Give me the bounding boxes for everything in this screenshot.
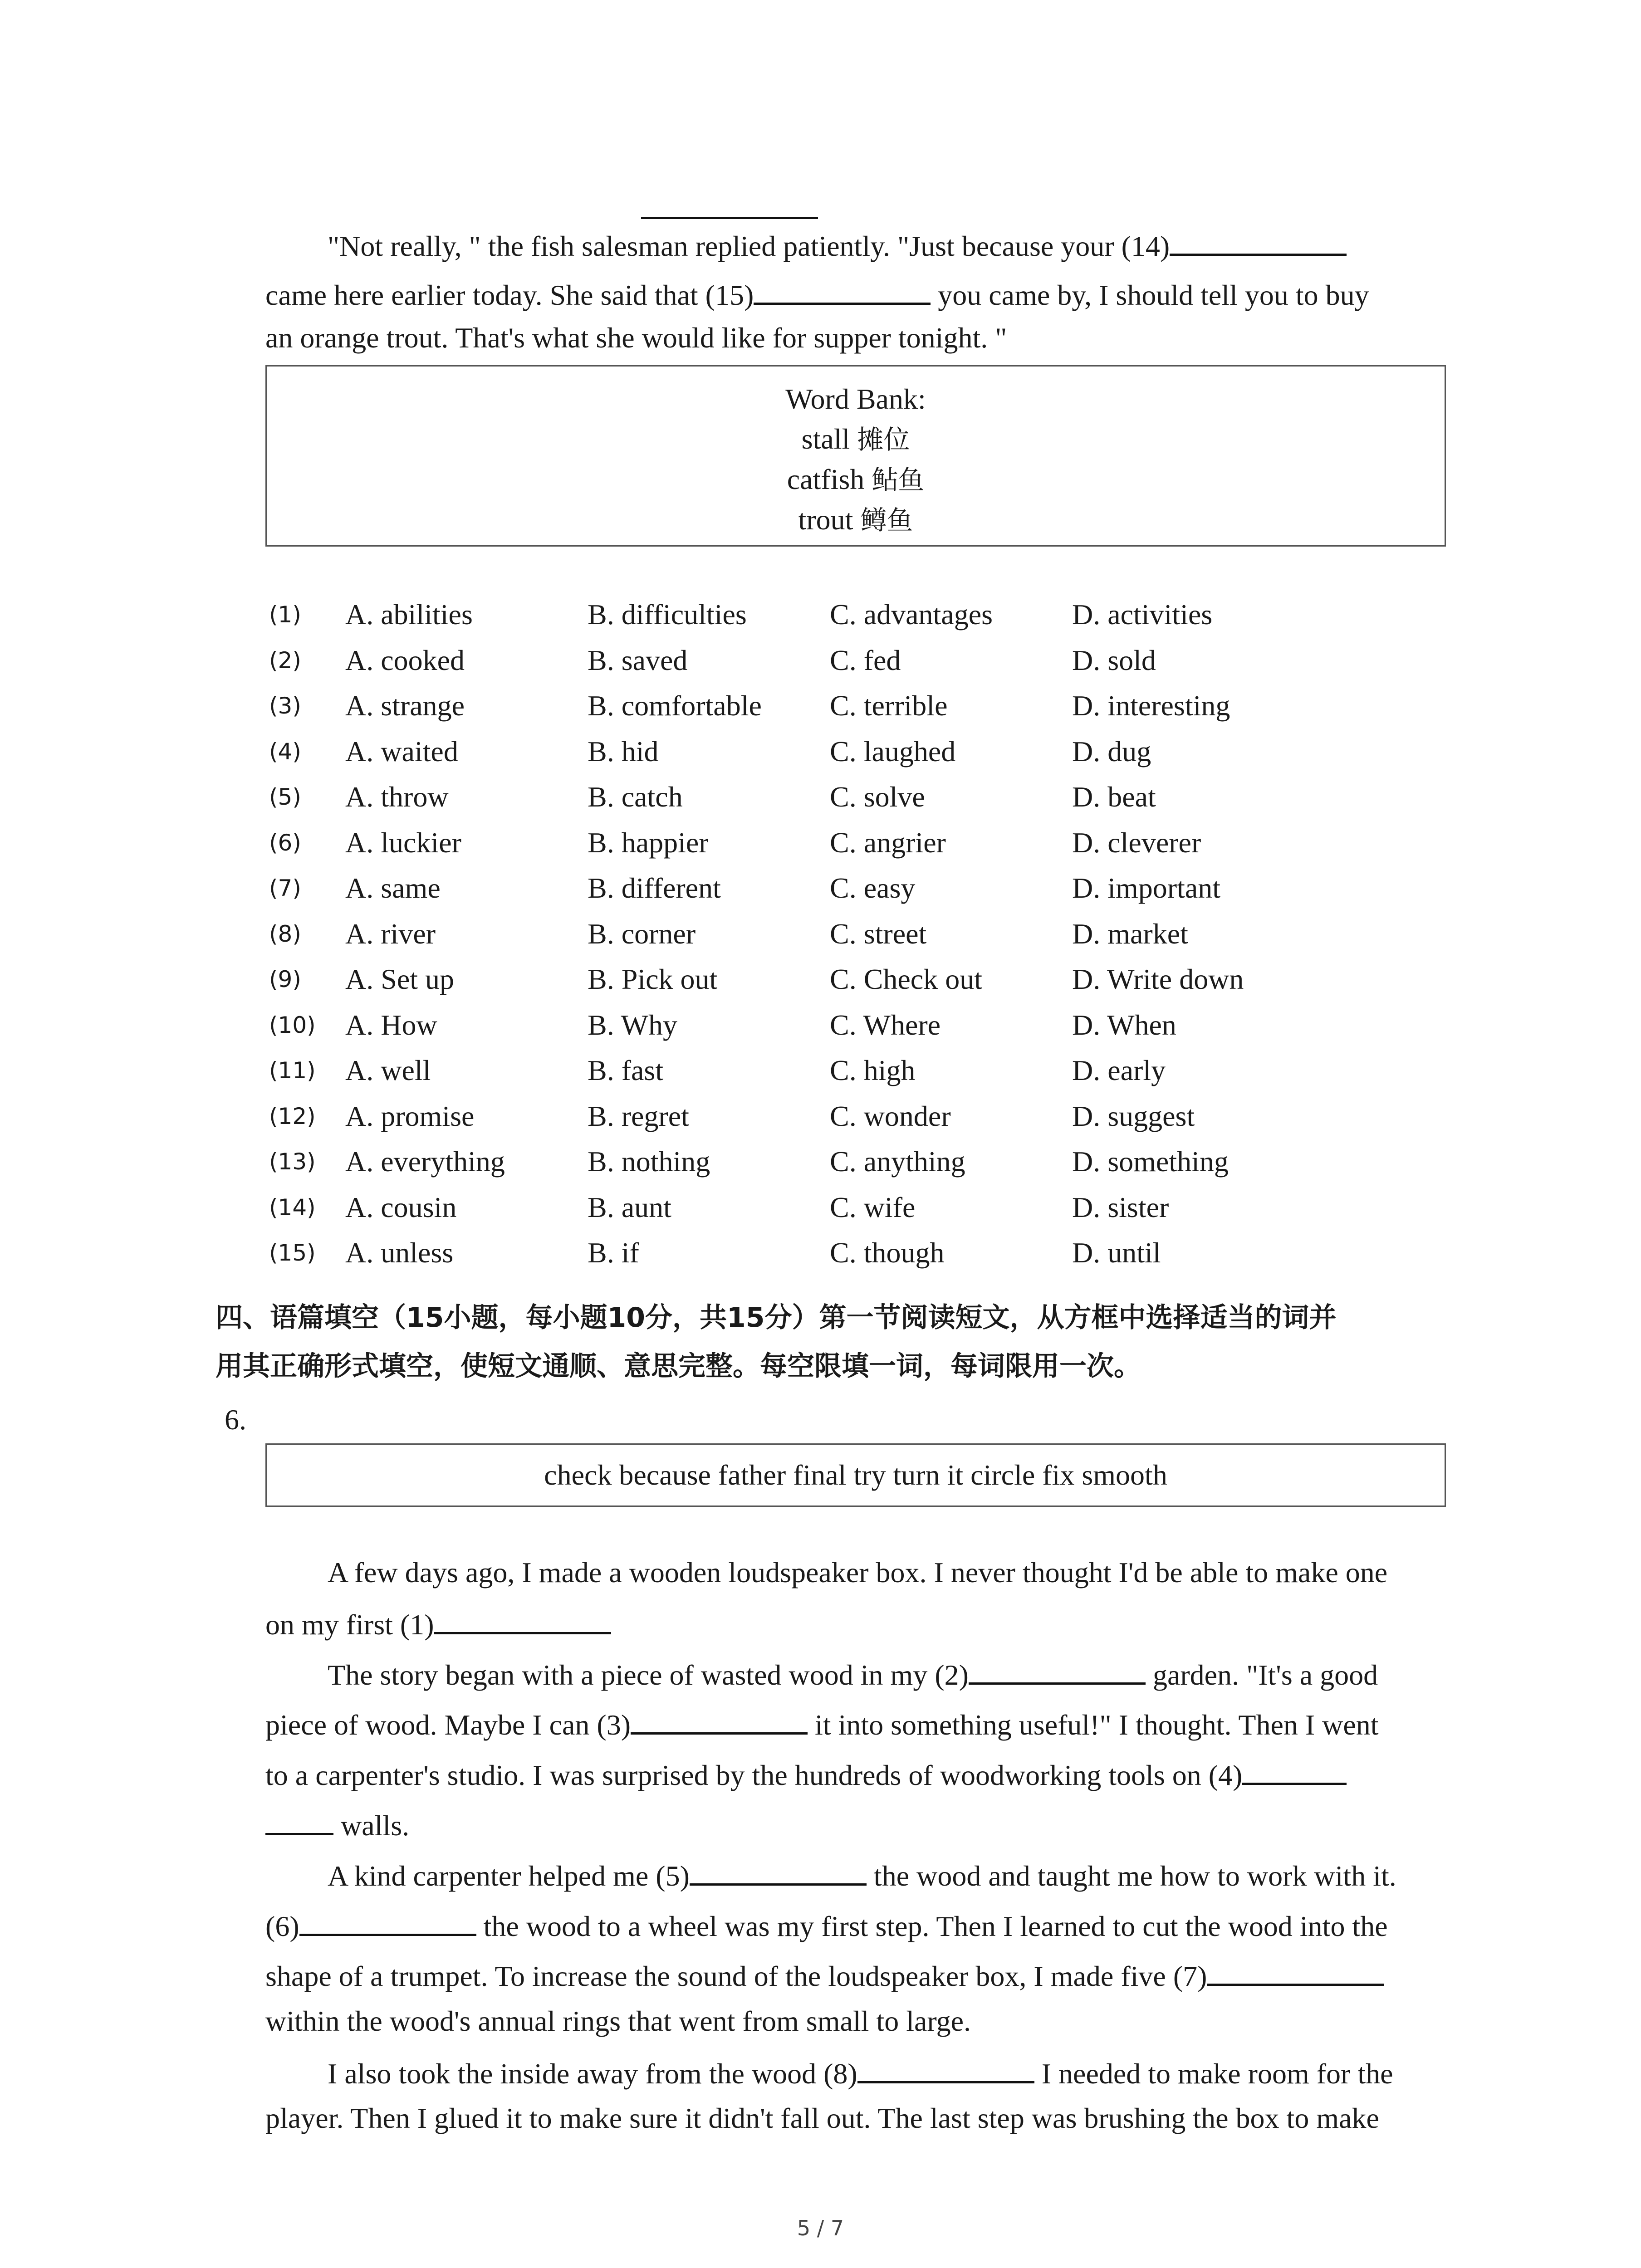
word-bank-chinese: 鳟鱼 (860, 505, 913, 536)
passage-line (328, 1554, 1507, 1591)
passage-text: on my first (1) (265, 1608, 434, 1641)
passage-text: (6) (265, 1910, 299, 1942)
option-row (265, 594, 1445, 635)
word-bank-item (267, 500, 1445, 540)
option-number: (15) (269, 1240, 316, 1266)
passage-text: The story began with a piece of wasted wood in my (2) (328, 1659, 969, 1691)
passage-line (328, 1855, 1507, 1894)
option-d: D. sold (1072, 644, 1156, 676)
passage-line (328, 2053, 1507, 2092)
option-c: C. easy (830, 872, 916, 904)
option-row (265, 1187, 1445, 1228)
answer-blank (754, 274, 931, 305)
answer-blank (434, 1604, 611, 1634)
option-number: (9) (269, 966, 301, 992)
option-a: A. promise (345, 1100, 475, 1132)
option-c: C. Check out (830, 963, 982, 995)
option-b: B. nothing (588, 1145, 710, 1178)
option-row (265, 914, 1445, 954)
option-c: C. fed (830, 644, 901, 676)
passage-text: it into something useful!" I thought. Then I went (808, 1709, 1379, 1741)
option-b: B. Pick out (588, 963, 718, 995)
option-number: (12) (269, 1103, 316, 1129)
passage-text: an orange trout. That's what she would like for supper tonight. " (265, 322, 1007, 354)
option-d: D. interesting (1072, 689, 1230, 722)
option-number: (4) (269, 738, 301, 765)
option-a: A. strange (345, 689, 465, 722)
passage-line (265, 1955, 1445, 1994)
option-a: A. throw (345, 781, 449, 813)
option-a: A. cousin (345, 1191, 457, 1223)
option-c: C. wife (830, 1191, 916, 1223)
word-bank-english: catfish (787, 463, 865, 495)
option-c: C. wonder (830, 1100, 951, 1132)
word-bank-chinese: 鲇鱼 (872, 464, 925, 495)
answer-blank (690, 1855, 867, 1886)
option-c: C. terrible (830, 689, 948, 722)
option-number: (13) (269, 1149, 316, 1175)
option-row (265, 822, 1445, 863)
option-c: C. high (830, 1054, 916, 1086)
answer-blank (631, 1704, 808, 1735)
option-b: B. if (588, 1237, 639, 1269)
option-a: A. abilities (345, 598, 473, 631)
option-number: (10) (269, 1012, 316, 1038)
option-b: B. saved (588, 644, 688, 676)
option-d: D. cleverer (1072, 826, 1201, 859)
passage-text: "Not really, " the fish salesman replied patiently. "Just because your (14) (328, 230, 1170, 262)
passage-text: within the wood's annual rings that went from small to large. (265, 2005, 971, 2037)
option-d: D. beat (1072, 781, 1156, 813)
option-b: B. aunt (588, 1191, 671, 1223)
option-c: C. solve (830, 781, 925, 813)
option-row (265, 731, 1445, 772)
option-c: C. street (830, 918, 927, 950)
option-c: C. anything (830, 1145, 965, 1178)
passage-text: walls. (333, 1809, 410, 1842)
passage-text: the wood and taught me how to work with it. (866, 1860, 1396, 1892)
option-a: A. cooked (345, 644, 465, 676)
passage-line (265, 1755, 1445, 1794)
option-b: B. happier (588, 826, 709, 859)
option-b: B. fast (588, 1054, 664, 1086)
passage-text: garden. "It's a good (1145, 1659, 1378, 1691)
answer-blank (265, 1805, 333, 1835)
section-heading: 用其正确形式填空，使短文通顺、意思完整。每空限填一词，每词限用一次。 (216, 1350, 1141, 1382)
passage-text: player. Then I glued it to make sure it didn't fall out. The last step was brushing the box to make (265, 2102, 1379, 2134)
option-d: D. dug (1072, 735, 1151, 767)
option-number: (3) (269, 693, 301, 719)
option-c: C. laughed (830, 735, 956, 767)
passage-line (265, 1805, 1445, 1844)
option-d: D. sister (1072, 1191, 1169, 1223)
option-row (265, 1141, 1445, 1182)
option-number: (7) (269, 875, 301, 901)
option-a: A. Set up (345, 963, 454, 995)
word-bank-title: Word Bank: (785, 383, 926, 415)
option-row (265, 1050, 1445, 1091)
option-d: D. When (1072, 1009, 1176, 1041)
answer-blank (1170, 225, 1347, 256)
section-heading: 四、语篇填空（15小题，每小题10分，共15分）第一节阅读短文，从方框中选择适当的词并 (216, 1302, 1337, 1334)
answer-blank (969, 1654, 1146, 1685)
option-b: B. difficulties (588, 598, 747, 631)
passage-text: A few days ago, I made a wooden loudspeaker box. I never thought I'd be able to make one (328, 1556, 1388, 1589)
passage-line (265, 1604, 1445, 1643)
passage-line (265, 2003, 1445, 2039)
option-d: D. something (1072, 1145, 1229, 1178)
passage-line (265, 2100, 1445, 2136)
option-b: B. different (588, 872, 721, 904)
option-number: (14) (269, 1194, 316, 1221)
word-bank-chinese: 摊位 (857, 424, 910, 455)
passage-line (265, 1704, 1445, 1743)
answer-blank (299, 1906, 476, 1936)
passage-text: the wood to a wheel was my first step. Then I learned to cut the wood into the (476, 1910, 1388, 1942)
passage-text: A kind carpenter helped me (5) (328, 1860, 690, 1892)
word-bank-english: trout (798, 503, 853, 536)
passage-text: to a carpenter's studio. I was surprised by the hundreds of woodworking tools on (4) (265, 1759, 1243, 1791)
option-b: B. Why (588, 1009, 677, 1041)
option-a: A. unless (345, 1237, 454, 1269)
word-bank-item (267, 419, 1445, 459)
word-bank-item (267, 459, 1445, 500)
passage-line (265, 274, 1445, 313)
passage-line (265, 1906, 1445, 1945)
passage-text: I needed to make room for the (1034, 2058, 1393, 2090)
option-a: A. everything (345, 1145, 505, 1178)
option-row (265, 1005, 1445, 1046)
option-row (265, 777, 1445, 817)
passage-line (265, 320, 1445, 356)
option-b: B. corner (588, 918, 696, 950)
passage-text: piece of wood. Maybe I can (3) (265, 1709, 631, 1741)
option-row (265, 1096, 1445, 1137)
word-bank-box (265, 365, 1446, 547)
option-row (265, 1232, 1445, 1273)
option-d: D. Write down (1072, 963, 1244, 995)
passage-line (328, 1654, 1507, 1693)
option-b: B. comfortable (588, 689, 762, 722)
option-d: D. early (1072, 1054, 1166, 1086)
option-number: (5) (269, 784, 301, 810)
option-row (265, 685, 1445, 726)
option-d: D. until (1072, 1237, 1161, 1269)
word-bank-english: stall (801, 423, 850, 455)
passage-text: I also took the inside away from the wood (8) (328, 2058, 857, 2090)
question-number: 6. (225, 1403, 246, 1436)
option-c: C. advantages (830, 598, 993, 631)
option-d: D. suggest (1072, 1100, 1195, 1132)
option-a: A. well (345, 1054, 431, 1086)
passage-text: came here earlier today. She said that (15) (265, 279, 754, 311)
answer-blank (857, 2053, 1034, 2083)
answer-blank (1207, 1955, 1384, 1986)
option-a: A. waited (345, 735, 458, 767)
passage-text: shape of a trumpet. To increase the sound of the loudspeaker box, I made five (7) (265, 1960, 1207, 1992)
option-number: (2) (269, 647, 301, 674)
answer-blank (1242, 1755, 1347, 1785)
passage-text: you came by, I should tell you to buy (931, 279, 1369, 311)
option-d: D. activities (1072, 598, 1213, 631)
option-number: (8) (269, 921, 301, 947)
option-a: A. river (345, 918, 436, 950)
option-d: D. market (1072, 918, 1188, 950)
word-choice-box: check because father final try turn it circle fix smooth (265, 1443, 1446, 1507)
option-c: C. though (830, 1237, 945, 1269)
passage-line (328, 225, 1507, 264)
option-row (265, 640, 1445, 681)
answer-blank (641, 217, 818, 219)
option-number: (11) (269, 1057, 316, 1084)
option-b: B. catch (588, 781, 683, 813)
option-a: A. How (345, 1009, 437, 1041)
option-row (265, 959, 1445, 1000)
option-number: (6) (269, 830, 301, 856)
option-d: D. important (1072, 872, 1221, 904)
option-b: B. regret (588, 1100, 689, 1132)
option-c: C. Where (830, 1009, 941, 1041)
option-b: B. hid (588, 735, 659, 767)
option-number: (1) (269, 601, 301, 628)
option-c: C. angrier (830, 826, 946, 859)
page-indicator: 5 / 7 (797, 2216, 844, 2240)
option-a: A. luckier (345, 826, 461, 859)
option-row (265, 868, 1445, 909)
option-a: A. same (345, 872, 441, 904)
